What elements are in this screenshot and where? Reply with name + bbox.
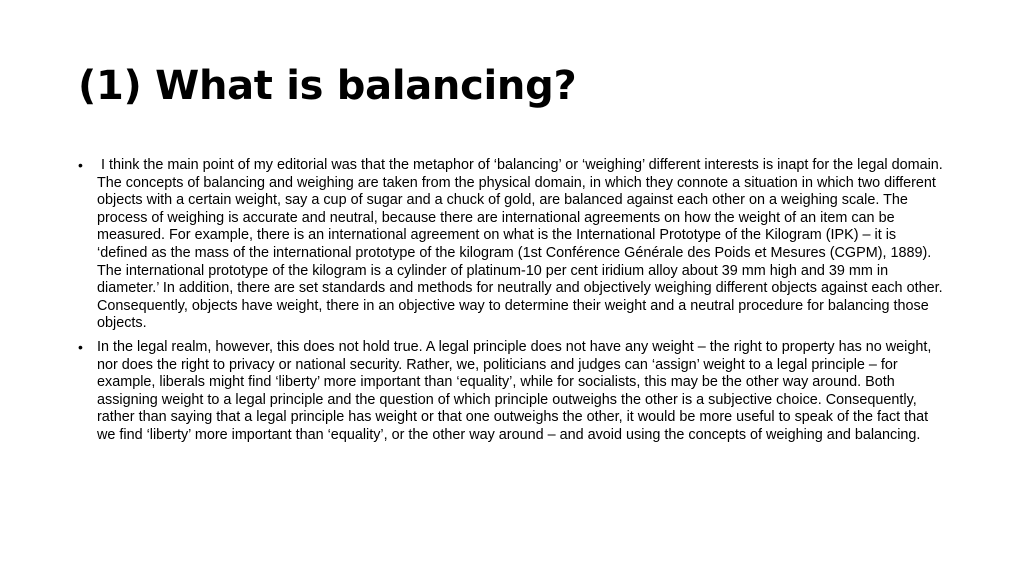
bullet-text: I think the main point of my editorial was that the metaphor of ‘balancing’ or ‘weighing’ different interests is inapt for the legal domain. The concepts of balancing and weighing are taken from the physical domain, in which they connote a situation in which two different objects with a certain weight, say a cup of sugar and a chuck of gold, are balanced against each other on a weighing scale. The process of weighing is accurate and neutral, because there are international agreements on how the weight of an item can be measured. For example, there is an international agreement on what is the International Prototype of the Kilogram (IPK) – it is ‘defined as the mass of the international prototype of the kilogram (1st Conférence Générale des Poids et Mesures (CGPM), 1889). The international prototype of the kilogram is a cylinder of platinum-10 per cent iridium alloy about 39 mm high and 39 mm in diameter.’ In addition, there are set standards and methods for neutrally and objectively weighing different objects against each other. Consequently, objects have weight, there in an objective way to determine their weight and a neutral procedure for balancing those objects. [97,157,947,332]
bullet-text: In the legal realm, however, this does not hold true. A legal principle does not have any weight – the right to property has no weight, nor does the right to privacy or national security. Rather, we, politicians and judges can ‘assign’ weight to a legal principle – for example, liberals might find ‘liberty’ more important than ‘equality’, while for socialists, this may be the other way around. Both assigning weight to a legal principle and the question of which principle outweighs the other is a subjective choice. Consequently, rather than saying that a legal principle has weight or that one outweighs the other, it would be more useful to speak of the fact that we find ‘liberty’ more important than ‘equality’, or the other way around – and avoid using the concepts of weighing and balancing. [97,338,936,443]
bullet-icon: • [78,338,83,355]
bullet-list [78,157,948,445]
slide-title: (1) What is balancing? [78,63,577,109]
bullet-item [78,157,948,333]
bullet-item [78,339,948,445]
bullet-icon: • [78,157,83,173]
